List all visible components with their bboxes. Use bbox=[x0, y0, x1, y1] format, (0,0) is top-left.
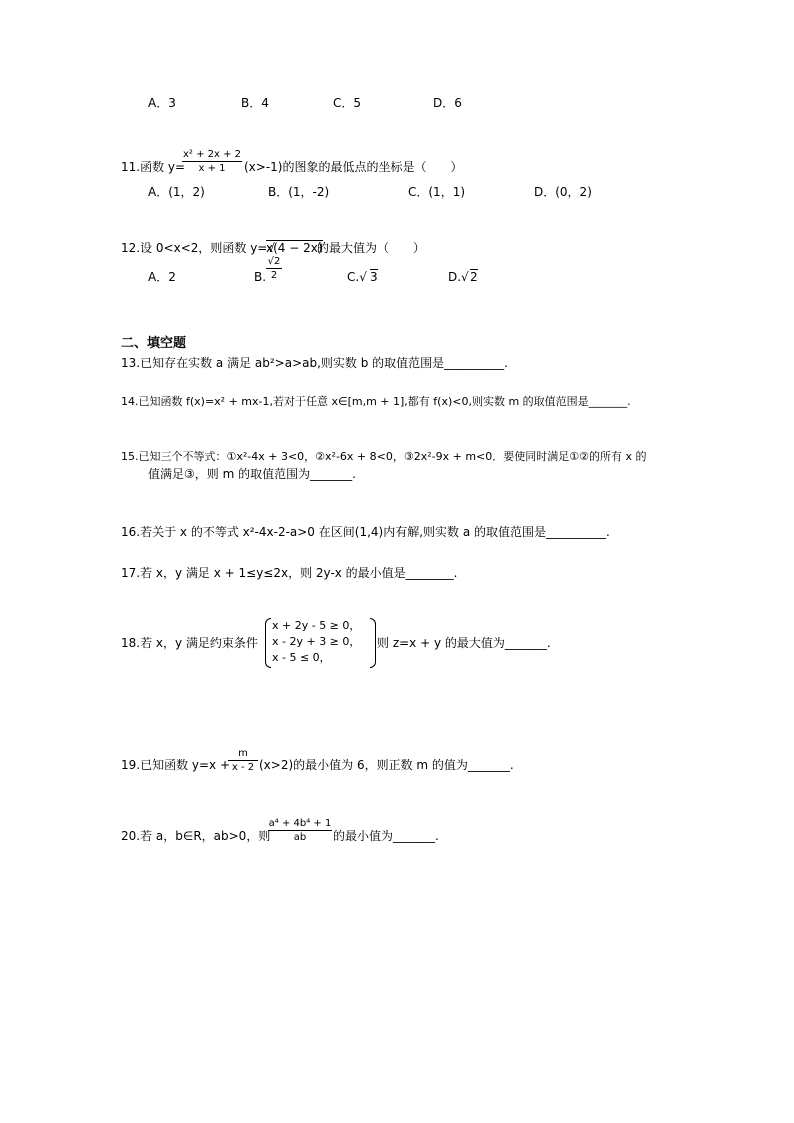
q10-option-a: A．3 bbox=[148, 96, 176, 110]
q10-option-c: C．5 bbox=[333, 96, 362, 110]
q11-option-a: A．(1，2) bbox=[148, 185, 205, 199]
question-13: 13.已知存在实数 a 满足 ab²>a>ab,则实数 b 的取值范围是__________. bbox=[121, 356, 508, 370]
q11-prefix: 11.函数 y= bbox=[121, 160, 186, 174]
q12-prefix: 12.设 0<x<2，则函数 y=√ bbox=[121, 241, 275, 255]
q20-fraction bbox=[268, 818, 332, 843]
q12-option-b-label: B. bbox=[254, 270, 267, 284]
q11-suffix: (x>-1)的图象的最低点的坐标是（ ） bbox=[244, 160, 463, 174]
question-17: 17.若 x，y 满足 x + 1≤y≤2x，则 2y-x 的最小值是________. bbox=[121, 566, 458, 580]
q11-option-b: B．(1，-2) bbox=[268, 185, 330, 199]
q12-option-d-label: D.√ bbox=[448, 270, 469, 284]
q12-radicand: x(4 − 2x) bbox=[266, 241, 323, 255]
q11-fraction bbox=[182, 149, 242, 174]
q11-denominator: x + 1 bbox=[198, 163, 226, 174]
question-16: 16.若关于 x 的不等式 x²-4x-2-a>0 在区间(1,4)内有解,则实数 a 的取值范围是__________. bbox=[121, 525, 610, 539]
q12-option-c-label: C.√ bbox=[347, 270, 367, 284]
q18-constraint-1: x + 2y - 5 ≥ 0， bbox=[272, 619, 361, 632]
q12-option-b-fraction bbox=[266, 256, 282, 281]
q20-prefix: 20.若 a，b∈R，ab>0，则 bbox=[121, 829, 271, 843]
q12-option-d-radicand: 2 bbox=[470, 270, 478, 284]
q19-fraction bbox=[228, 748, 258, 773]
q19-denominator: x - 2 bbox=[231, 762, 255, 773]
q10-option-d: D．6 bbox=[433, 96, 462, 110]
q18-constraint-2: x - 2y + 3 ≥ 0， bbox=[272, 635, 361, 648]
fraction-bar bbox=[266, 268, 282, 269]
q11-option-d: D．(0，2) bbox=[534, 185, 592, 199]
section-title: 二、填空题 bbox=[121, 336, 187, 351]
right-brace bbox=[370, 618, 376, 668]
fraction-bar bbox=[268, 830, 332, 831]
q11-option-c: C．(1，1) bbox=[408, 185, 466, 199]
q12-option-a: A．2 bbox=[148, 270, 176, 284]
q20-numerator: a⁴ + 4b⁴ + 1 bbox=[268, 818, 332, 829]
q12-option-b-denominator: 2 bbox=[270, 270, 278, 281]
question-14: 14.已知函数 f(x)=x² + mx-1,若对于任意 x∈[m,m + 1],都有 f(x)<0,则实数 m 的取值范围是_______. bbox=[121, 395, 631, 408]
q11-numerator: x² + 2x + 2 bbox=[182, 149, 242, 160]
q18-suffix: 则 z=x + y 的最大值为_______. bbox=[377, 636, 551, 650]
q18-constraint-3: x - 5 ≤ 0， bbox=[272, 651, 331, 664]
q18-prefix: 18.若 x，y 满足约束条件 bbox=[121, 636, 258, 650]
q19-numerator: m bbox=[238, 748, 248, 759]
q12-option-b-numerator: √2 bbox=[267, 256, 281, 267]
q12-option-c-radicand: 3 bbox=[370, 270, 378, 284]
q20-denominator: ab bbox=[293, 832, 307, 843]
q12-suffix: 的最大值为（ ） bbox=[317, 241, 426, 255]
q19-suffix: (x>2)的最小值为 6，则正数 m 的值为_______. bbox=[259, 758, 514, 772]
fraction-bar bbox=[228, 760, 258, 761]
q19-prefix: 19.已知函数 y=x + bbox=[121, 758, 231, 772]
question-15-line-2: 值满足③，则 m 的取值范围为_______. bbox=[148, 467, 356, 481]
left-brace bbox=[265, 618, 271, 668]
fraction-bar bbox=[182, 161, 242, 162]
question-15-line-1: 15.已知三个不等式：①x²-4x + 3<0，②x²-6x + 8<0，③2x²-9x + m<0．要使同时满足①②的所有 x 的 bbox=[121, 450, 647, 463]
q20-suffix: 的最小值为_______. bbox=[333, 829, 439, 843]
q10-option-b: B．4 bbox=[241, 96, 269, 110]
